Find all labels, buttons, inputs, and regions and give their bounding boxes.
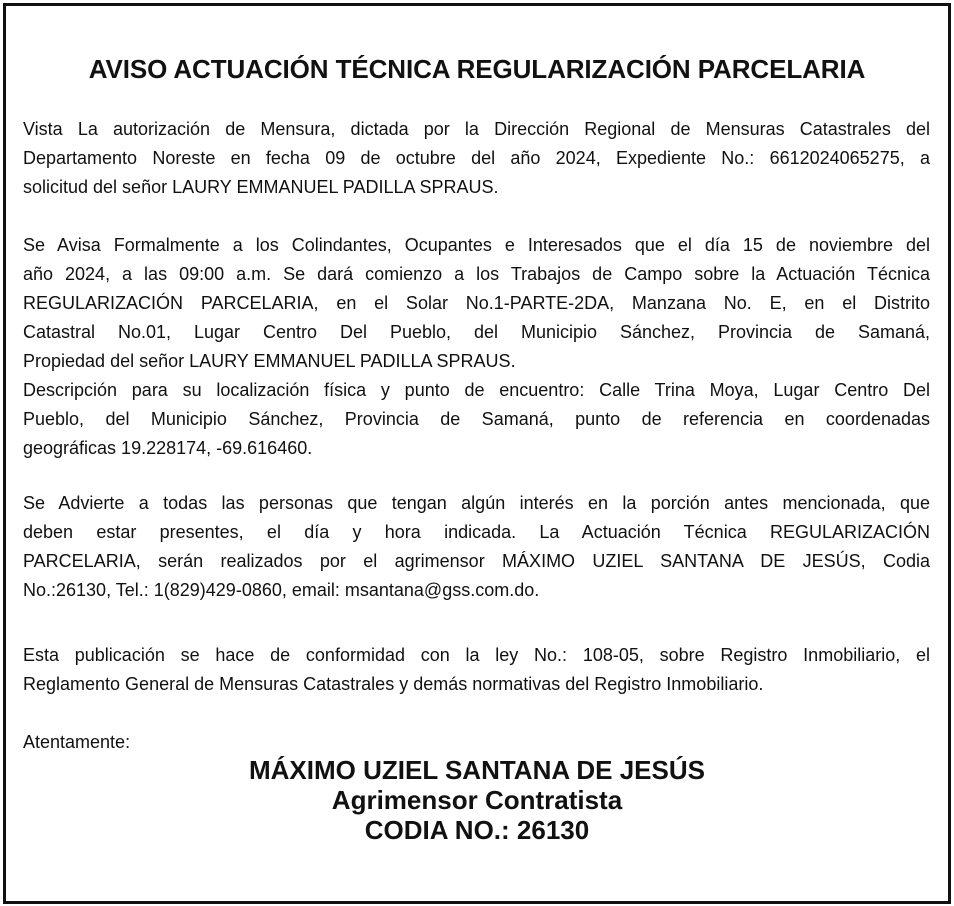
closing-salutation: Atentamente:: [23, 732, 131, 752]
signature-role: Agrimensor Contratista: [331, 785, 623, 815]
text-line: Descripción para su localización física y punto de encuentro: Calle Trina Moya, Lugar Centro Del: [23, 380, 930, 400]
paragraph-legal-basis: [23, 641, 930, 699]
text-line: geográficas 19.228174, -69.616460.: [23, 438, 313, 458]
text-line: Catastral No.01, Lugar Centro Del Pueblo, del Municipio Sánchez, Provincia de Samaná,: [23, 322, 930, 342]
text-line: deben estar presentes, el día y hora indicada. La Actuación Técnica REGULARIZACIÓN: [23, 522, 930, 542]
paragraph-formal-notice: [23, 231, 930, 463]
text-line: Departamento Noreste en fecha 09 de octubre del año 2024, Expediente No.: 6612024065275, a: [23, 148, 930, 168]
text-line: Propiedad del señor LAURY EMMANUEL PADILLA SPRAUS.: [23, 351, 516, 371]
text-line: Pueblo, del Municipio Sánchez, Provincia de Samaná, punto de referencia en coordenadas: [23, 409, 930, 429]
text-line: año 2024, a las 09:00 a.m. Se dará comienzo a los Trabajos de Campo sobre la Actuación Técnica: [23, 264, 930, 284]
text-line: Vista La autorización de Mensura, dictada por la Dirección Regional de Mensuras Catastrales del: [23, 119, 930, 139]
text-line: PARCELARIA, serán realizados por el agrimensor MÁXIMO UZIEL SANTANA DE JESÚS, Codia: [23, 551, 930, 571]
text-line: Reglamento General de Mensuras Catastrales y demás normativas del Registro Inmobiliario.: [23, 674, 764, 694]
signature-codia: CODIA NO.: 26130: [364, 815, 590, 845]
notice-title: AVISO ACTUACIÓN TÉCNICA REGULARIZACIÓN PARCELARIA: [88, 54, 866, 84]
signature-name: MÁXIMO UZIEL SANTANA DE JESÚS: [248, 755, 705, 785]
notice-box: [3, 3, 951, 904]
text-line: Esta publicación se hace de conformidad con la ley No.: 108-05, sobre Registro Inmobiliario, el: [23, 645, 930, 665]
paragraph-authorization: [23, 115, 930, 202]
text-line: Se Advierte a todas las personas que tengan algún interés en la porción antes mencionada, que: [23, 493, 930, 513]
text-line: solicitud del señor LAURY EMMANUEL PADILLA SPRAUS.: [23, 177, 499, 197]
paragraph-warning: [23, 489, 930, 605]
text-line: No.:26130, Tel.: 1(829)429-0860, email: msantana@gss.com.do.: [23, 580, 540, 600]
text-line: REGULARIZACIÓN PARCELARIA, en el Solar No.1-PARTE-2DA, Manzana No. E, en el Distrito: [23, 293, 930, 313]
text-line: Se Avisa Formalmente a los Colindantes, Ocupantes e Interesados que el día 15 de noviembre del: [23, 235, 930, 255]
